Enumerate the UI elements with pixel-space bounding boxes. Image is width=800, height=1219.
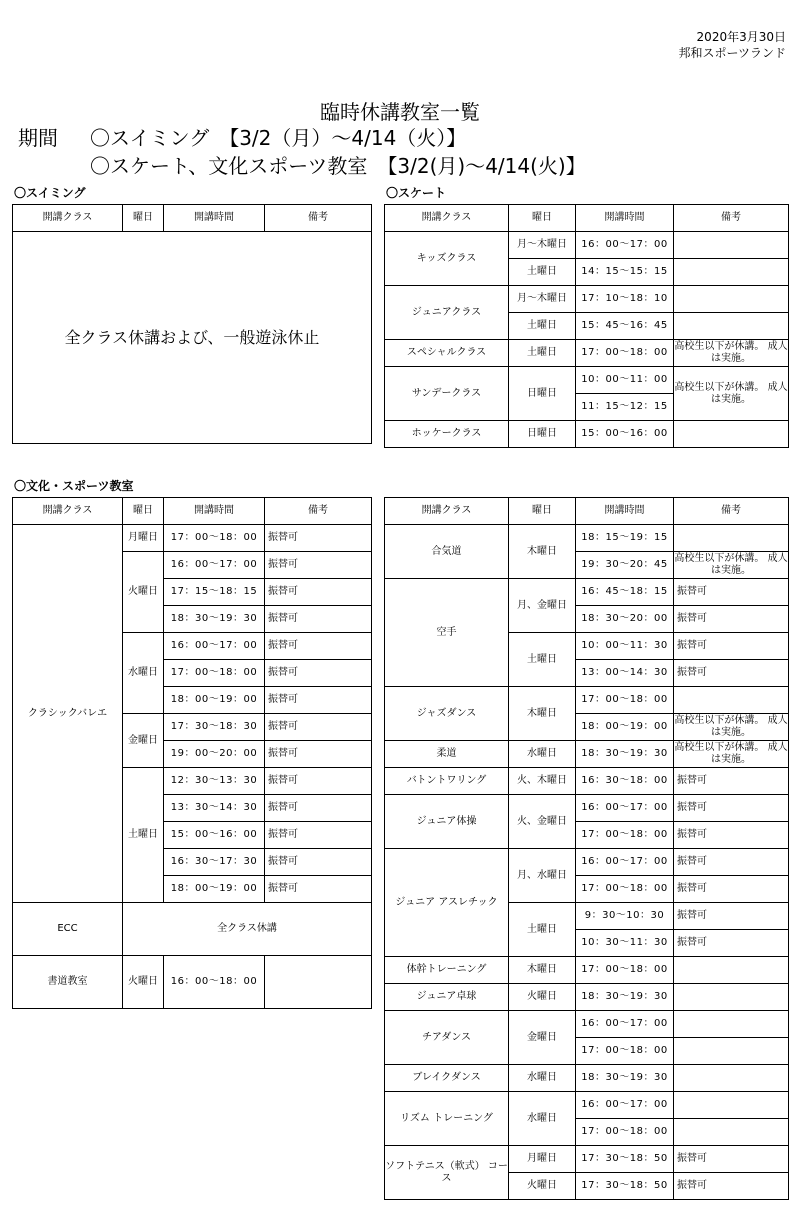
- time: 17：00～18：00: [576, 1119, 674, 1146]
- note: 振替可: [265, 552, 372, 579]
- header-class: 開講クラス: [13, 498, 123, 525]
- time: 13：30～14：30: [164, 795, 265, 822]
- page-title: 臨時休講教室一覧: [320, 100, 480, 124]
- time: 16：00～17：00: [576, 1092, 674, 1119]
- time: 17：00～18：00: [164, 525, 265, 552]
- note: 高校生以下が休講。 成人は実施。: [674, 340, 789, 367]
- issue-date: 2020年3月30日: [696, 30, 786, 44]
- time: 19：00～20：00: [164, 741, 265, 768]
- day: 土曜日: [509, 313, 576, 340]
- note: 振替可: [674, 795, 789, 822]
- time: 17：00～18：00: [576, 1038, 674, 1065]
- header-note: 備考: [674, 498, 789, 525]
- class-name: キッズクラス: [385, 232, 509, 286]
- culture-left-table: [12, 497, 372, 1009]
- day: 火曜日: [509, 984, 576, 1011]
- note: 振替可: [265, 633, 372, 660]
- header-day: 曜日: [123, 498, 164, 525]
- section-skate: 〇スケート: [386, 186, 447, 200]
- time: 15：00～16：00: [164, 822, 265, 849]
- class-name: ジュニア アスレチック: [385, 849, 509, 957]
- note: 振替可: [265, 660, 372, 687]
- period-label: 期間: [18, 126, 58, 150]
- time: 17：15～18：15: [164, 579, 265, 606]
- day: 日曜日: [509, 367, 576, 421]
- time: 17：10～18：10: [576, 286, 674, 313]
- time: 17：00～18：00: [576, 957, 674, 984]
- time: 16：00～18：00: [164, 956, 265, 1009]
- time: 18：15～19：15: [576, 525, 674, 552]
- time: 18：00～19：00: [576, 714, 674, 741]
- header-class: 開講クラス: [385, 205, 509, 232]
- header-time: 開講時間: [164, 498, 265, 525]
- period-skate-culture: 〇スケート、文化スポーツ教室 【3/2(月)～4/14(火)】: [90, 154, 586, 178]
- day: 月曜日: [509, 1146, 576, 1173]
- time: 19：30～20：45: [576, 552, 674, 579]
- note: 振替可: [674, 579, 789, 606]
- class-name: 柔道: [385, 741, 509, 768]
- note: 振替可: [674, 1173, 789, 1200]
- time: 18：00～19：00: [164, 687, 265, 714]
- day: 月～木曜日: [509, 286, 576, 313]
- header-class: 開講クラス: [13, 205, 123, 232]
- time: 12：30～13：30: [164, 768, 265, 795]
- section-swimming: 〇スイミング: [14, 186, 86, 200]
- skate-table: [384, 204, 789, 448]
- note: 振替可: [674, 822, 789, 849]
- day: 木曜日: [509, 525, 576, 579]
- day: 水曜日: [509, 741, 576, 768]
- time: 13：00～14：30: [576, 660, 674, 687]
- time: 17：00～18：00: [576, 340, 674, 367]
- section-culture-sports: 〇文化・スポーツ教室: [14, 479, 134, 493]
- day: 土曜日: [509, 259, 576, 286]
- time: 16：00～17：00: [576, 1011, 674, 1038]
- day: 土曜日: [123, 768, 164, 903]
- culture-right-table: [384, 497, 789, 1200]
- class-name: チアダンス: [385, 1011, 509, 1065]
- class-name: 合気道: [385, 525, 509, 579]
- day: 月～木曜日: [509, 232, 576, 259]
- header-day: 曜日: [509, 498, 576, 525]
- note: 振替可: [265, 714, 372, 741]
- period-swimming: 〇スイミング 【3/2（月）～4/14（火）】: [90, 126, 467, 150]
- time: 18：30～19：30: [164, 606, 265, 633]
- time: 16：00～17：00: [576, 849, 674, 876]
- note: 振替可: [674, 606, 789, 633]
- time: 17：00～18：00: [164, 660, 265, 687]
- time: 18：30～20：00: [576, 606, 674, 633]
- day: 火曜日: [509, 1173, 576, 1200]
- class-name: サンデークラス: [385, 367, 509, 421]
- class-name: ECC: [13, 903, 123, 956]
- note: 振替可: [674, 660, 789, 687]
- header-note: 備考: [674, 205, 789, 232]
- ecc-closure-message: 全クラス休講: [123, 903, 372, 956]
- day: 日曜日: [509, 421, 576, 448]
- note: 振替可: [674, 1146, 789, 1173]
- day: 月曜日: [123, 525, 164, 552]
- class-name: 空手: [385, 579, 509, 687]
- time: 18：30～19：30: [576, 984, 674, 1011]
- note: 振替可: [265, 579, 372, 606]
- note: 振替可: [674, 930, 789, 957]
- time: 15：00～16：00: [576, 421, 674, 448]
- note: 振替可: [674, 876, 789, 903]
- time: 10：30～11：30: [576, 930, 674, 957]
- time: 9：30～10：30: [576, 903, 674, 930]
- day: 水曜日: [123, 633, 164, 714]
- time: 16：00～17：00: [164, 552, 265, 579]
- class-name: クラシックバレエ: [13, 525, 123, 903]
- time: 15：45～16：45: [576, 313, 674, 340]
- class-name: ジュニアクラス: [385, 286, 509, 340]
- time: 16：00～17：00: [164, 633, 265, 660]
- time: 10：00～11：00: [576, 367, 674, 394]
- header-time: 開講時間: [164, 205, 265, 232]
- time: 18：30～19：30: [576, 1065, 674, 1092]
- note: 振替可: [265, 687, 372, 714]
- time: 18：30～19：30: [576, 741, 674, 768]
- day: 火曜日: [123, 956, 164, 1009]
- header-time: 開講時間: [576, 205, 674, 232]
- swimming-table: [12, 204, 372, 444]
- note: 振替可: [265, 822, 372, 849]
- day: 土曜日: [509, 633, 576, 687]
- time: 16：00～17：00: [576, 795, 674, 822]
- day: 火、金曜日: [509, 795, 576, 849]
- header-class: 開講クラス: [385, 498, 509, 525]
- time: 10：00～11：30: [576, 633, 674, 660]
- class-name: ブレイクダンス: [385, 1065, 509, 1092]
- day: 木曜日: [509, 687, 576, 741]
- class-name: ジャズダンス: [385, 687, 509, 741]
- note: 振替可: [674, 633, 789, 660]
- day: 金曜日: [123, 714, 164, 768]
- class-name: バトントワリング: [385, 768, 509, 795]
- class-name: リズム トレーニング: [385, 1092, 509, 1146]
- class-name: ジュニア体操: [385, 795, 509, 849]
- note: 高校生以下が休講。 成人は実施。: [674, 741, 789, 768]
- note: 振替可: [674, 903, 789, 930]
- note: 振替可: [674, 768, 789, 795]
- note: 振替可: [265, 525, 372, 552]
- time: 16：30～18：00: [576, 768, 674, 795]
- time: 16：00～17：00: [576, 232, 674, 259]
- note: 振替可: [265, 849, 372, 876]
- note: 振替可: [265, 795, 372, 822]
- header-time: 開講時間: [576, 498, 674, 525]
- class-name: 体幹トレーニング: [385, 957, 509, 984]
- time: 17：00～18：00: [576, 687, 674, 714]
- day: 土曜日: [509, 903, 576, 957]
- note: 振替可: [265, 741, 372, 768]
- day: 金曜日: [509, 1011, 576, 1065]
- time: 17：30～18：50: [576, 1146, 674, 1173]
- day: 火、木曜日: [509, 768, 576, 795]
- header-note: 備考: [265, 205, 372, 232]
- day: 月、金曜日: [509, 579, 576, 633]
- header-note: 備考: [265, 498, 372, 525]
- class-name: ホッケークラス: [385, 421, 509, 448]
- note: 振替可: [674, 849, 789, 876]
- day: 木曜日: [509, 957, 576, 984]
- day: 水曜日: [509, 1065, 576, 1092]
- class-name: ジュニア卓球: [385, 984, 509, 1011]
- note: 高校生以下が休講。 成人は実施。: [674, 367, 789, 421]
- note: 高校生以下が休講。 成人は実施。: [674, 714, 789, 741]
- time: 17：00～18：00: [576, 876, 674, 903]
- time: 17：30～18：50: [576, 1173, 674, 1200]
- organization-name: 邦和スポーツランド: [678, 46, 786, 60]
- day: 月、水曜日: [509, 849, 576, 903]
- time: 16：30～17：30: [164, 849, 265, 876]
- time: 14：15～15：15: [576, 259, 674, 286]
- header-day: 曜日: [509, 205, 576, 232]
- day: 土曜日: [509, 340, 576, 367]
- header-day: 曜日: [123, 205, 164, 232]
- note: 振替可: [265, 768, 372, 795]
- time: 17：30～18：30: [164, 714, 265, 741]
- note: 振替可: [265, 876, 372, 903]
- time: 18：00～19：00: [164, 876, 265, 903]
- class-name: スペシャルクラス: [385, 340, 509, 367]
- time: 11：15～12：15: [576, 394, 674, 421]
- class-name: 書道教室: [13, 956, 123, 1009]
- time: 16：45～18：15: [576, 579, 674, 606]
- class-name: ソフトテニス（軟式） コース: [385, 1146, 509, 1200]
- note: 振替可: [265, 606, 372, 633]
- day: 水曜日: [509, 1092, 576, 1146]
- note: 高校生以下が休講。 成人は実施。: [674, 552, 789, 579]
- time: 17：00～18：00: [576, 822, 674, 849]
- day: 火曜日: [123, 552, 164, 633]
- swimming-closure-message: 全クラス休講および、一般遊泳休止: [13, 232, 372, 444]
